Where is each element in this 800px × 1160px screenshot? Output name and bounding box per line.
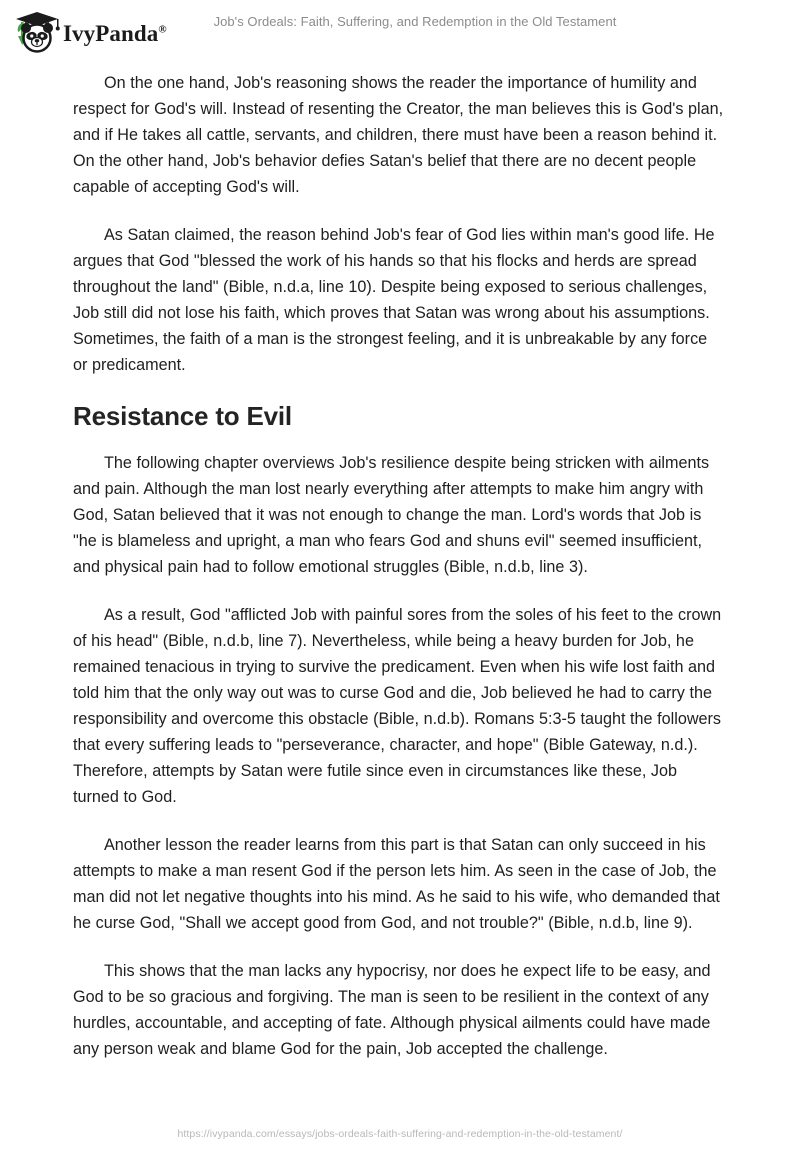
paragraph: As Satan claimed, the reason behind Job's fear of God lies within man's good life. He argues that God "blessed the work of his hands so that his flocks and herds are spread throughout the land" (Bible, n.d.a, line 10). Despite being exposed to serious challenges, Job still did not lose his faith, which proves that Satan was wrong about his assumptions. Sometimes, the faith of a man is the strongest feeling, and it is unbreakable by any force or predicament. [73,226,715,374]
brand-name-text: IvyPanda [63,20,159,46]
paragraph: This shows that the man lacks any hypocrisy, nor does he expect life to be easy, and God to be so gracious and forgiving. The man is seen to be resilient in the context of any hurdles, accountable, and accepting of fate. Although physical ailments could have made any person weak and blame God for the pain, Job accepted the challenge. [73,962,711,1058]
paragraph: As a result, God "afflicted Job with painful sores from the soles of his feet to the crown of his head" (Bible, n.d.b, line 7). Nevertheless, while being a heavy burden for Job, he remained tenacious in trying to survive the predicament. Even when his wife lost faith and told him that the only way out was to curse God and die, Job believed he had to carry the responsibility and overcome this obstacle (Bible, n.d.b). Romans 5:3-5 taught the followers that every suffering leads to "perseverance, character, and hope" (Bible Gateway, n.d.). Therefore, attempts by Satan were futile since even in circumstances like these, Job turned to God. [73,606,722,806]
section-heading: Resistance to Evil [73,401,292,431]
paragraph: On the one hand, Job's reasoning shows the reader the importance of humility and respect for God's will. Instead of resenting the Creator, the man believes this is God's plan, and if He takes all cattle, servants, and children, there must have been a reason behind it. On the other hand, Job's behavior defies Satan's belief that there are no decent people capable of accepting God's will. [73,74,724,196]
document-title: Job's Ordeals: Faith, Suffering, and Redemption in the Old Testament [213,14,617,29]
page-header [0,0,800,62]
page-footer [0,1124,800,1142]
paragraph: The following chapter overviews Job's resilience despite being stricken with ailments and pain. Although the man lost nearly everything after attempts to make him angry with God, Satan believed that it was not enough to change the man. Lord's words that Job is "he is blameless and upright, a man who fears God and shuns evil" seemed insufficient, and physical pain had to follow emotional struggles (Bible, n.d.b, line 3). [73,454,710,576]
document-body [73,70,724,1082]
paragraph: Another lesson the reader learns from this part is that Satan can only succeed in his attempts to make a man resent God if the person lets him. As seen in the case of Job, the man did not let negative thoughts into his mind. As he said to his wife, who demanded that he curse God, "Shall we accept good from God, and not trouble?" (Bible, n.d.b, line 9). [73,836,720,932]
registered-trademark-mark: ® [158,22,167,35]
source-url[interactable]: https://ivypanda.com/essays/jobs-ordeals-faith-suffering-and-redemption-in-the-old-testament/ [177,1128,623,1140]
